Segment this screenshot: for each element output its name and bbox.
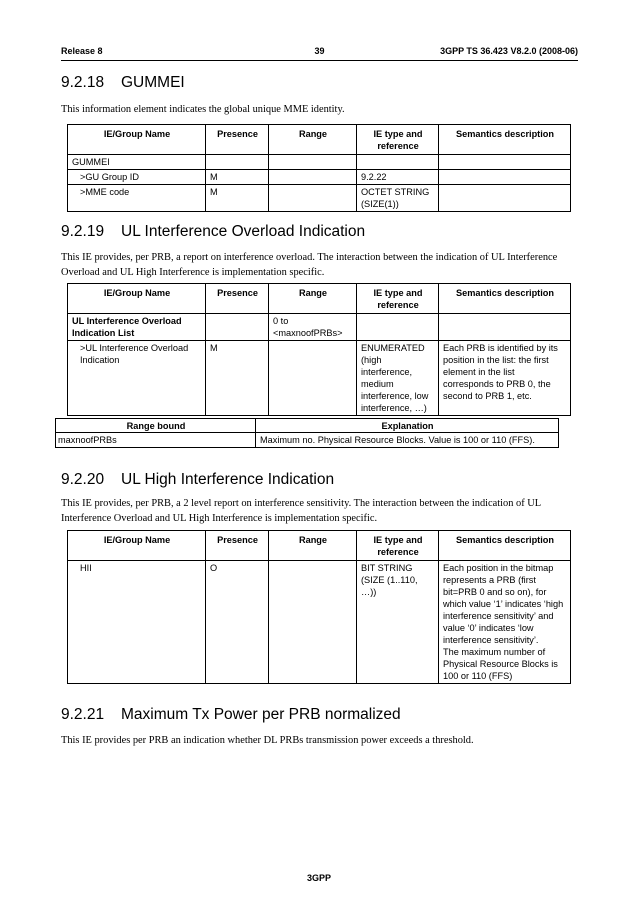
ie-type-cell [357,314,439,341]
semantics-text: Each position in the bitmap represents a PRB (first bit=PRB 0 and so on), for which value ‘1’ indicates ‘high interference sensitivity’ and value ‘0’ indicates ‘low interference sensitivity’. [443,563,564,645]
ie-name-cell: UL Interference Overload Indication List [68,314,206,341]
spec-title: 3GPP TS 36.423 V8.2.0 (2008-06) [440,46,578,56]
ie-name-cell: >GU Group ID [68,170,206,185]
column-header: Presence [206,125,269,155]
range-cell [269,341,357,416]
page-number: 39 [314,46,325,56]
section-heading-9-2-21 [61,706,401,724]
semantics-cell: Each PRB is identified by its position in the list: the first element in the list corresponds to PRB 0, the second to PRB 1, etc. [439,341,571,416]
range-cell [269,155,357,170]
semantics-cell [439,561,571,684]
semantics-cell [439,314,571,341]
ul-high-interference-table [67,530,571,684]
section-number: 9.2.21 [61,706,105,723]
table-row [56,433,559,448]
column-header: Semantics description [439,284,571,314]
ie-type-cell: ENUMERATED (high interference, medium interference, low interference, …) [357,341,439,416]
range-bound-table [55,418,559,448]
ie-name-cell: HII [68,561,206,684]
table-row [68,155,571,170]
column-header: IE type and reference [357,125,439,155]
table-row [68,170,571,185]
section-title: Maximum Tx Power per PRB normalized [121,706,401,723]
ie-name-cell: >UL Interference Overload Indication [68,341,206,416]
column-header: IE/Group Name [68,125,206,155]
gummei-table [67,124,571,212]
column-header: Range [269,531,357,561]
ie-type-cell [357,155,439,170]
column-header: Range [269,284,357,314]
presence-cell: M [206,185,269,212]
semantics-cell [439,185,571,212]
semantics-text: The maximum number of Physical Resource Blocks is 100 or 110 (FFS) [443,647,558,681]
section-heading-9-2-19 [61,223,365,241]
column-header: Presence [206,531,269,561]
section-heading-9-2-18 [61,74,185,92]
column-header: IE type and reference [357,531,439,561]
table-header-row [68,125,571,155]
table-header-row [68,531,571,561]
range-cell [269,170,357,185]
table-row [68,341,571,416]
presence-cell [206,155,269,170]
column-header: Range [269,125,357,155]
column-header: Semantics description [439,125,571,155]
ie-type-cell: 9.2.22 [357,170,439,185]
column-header: Explanation [256,419,559,433]
range-cell [269,561,357,684]
section-heading-9-2-20 [61,471,334,489]
column-header: Presence [206,284,269,314]
column-header: IE type and reference [357,284,439,314]
page-footer: 3GPP [306,873,331,883]
explanation-cell: Maximum no. Physical Resource Blocks. Value is 100 or 110 (FFS). [256,433,559,448]
page-header [61,46,578,60]
table-row [68,185,571,212]
ie-type-cell: OCTET STRING (SIZE(1)) [357,185,439,212]
semantics-cell [439,155,571,170]
range-cell [269,185,357,212]
section-description: This IE provides, per PRB, a report on interference overload. The interaction between the indication of UL Interference Overload and UL High Interference is implementation specific. [61,252,558,278]
header-divider [61,60,578,61]
section-number: 9.2.18 [61,74,105,91]
ie-type-cell: BIT STRING (SIZE (1..110, …)) [357,561,439,684]
table-header-row [56,419,559,433]
section-title: GUMMEI [121,74,185,91]
table-header-row [68,284,571,314]
column-header: IE/Group Name [68,531,206,561]
column-header: Range bound [56,419,256,433]
presence-cell: M [206,341,269,416]
section-description: This information element indicates the global unique MME identity. [61,104,345,115]
section-description: This IE provides per PRB an indication whether DL PRBs transmission power exceeds a threshold. [61,735,474,746]
section-number: 9.2.19 [61,223,105,240]
ie-name-cell: GUMMEI [68,155,206,170]
presence-cell: O [206,561,269,684]
section-title: UL Interference Overload Indication [121,223,366,240]
column-header: IE/Group Name [68,284,206,314]
section-number: 9.2.20 [61,471,105,488]
table-row [68,561,571,684]
section-title: UL High Interference Indication [121,471,335,488]
release-label: Release 8 [61,46,103,56]
range-bound-cell: maxnoofPRBs [56,433,256,448]
table-row [68,314,571,341]
presence-cell [206,314,269,341]
ie-name-cell: >MME code [68,185,206,212]
section-description: This IE provides, per PRB, a 2 level report on interference sensitivity. The interaction between the indication of UL Interference Overload and UL High Interference is implementation specific. [61,498,541,524]
range-cell: 0 to <maxnoofPRBs> [269,314,357,341]
column-header: Semantics description [439,531,571,561]
semantics-cell [439,170,571,185]
presence-cell: M [206,170,269,185]
ul-interference-overload-table [67,283,571,416]
